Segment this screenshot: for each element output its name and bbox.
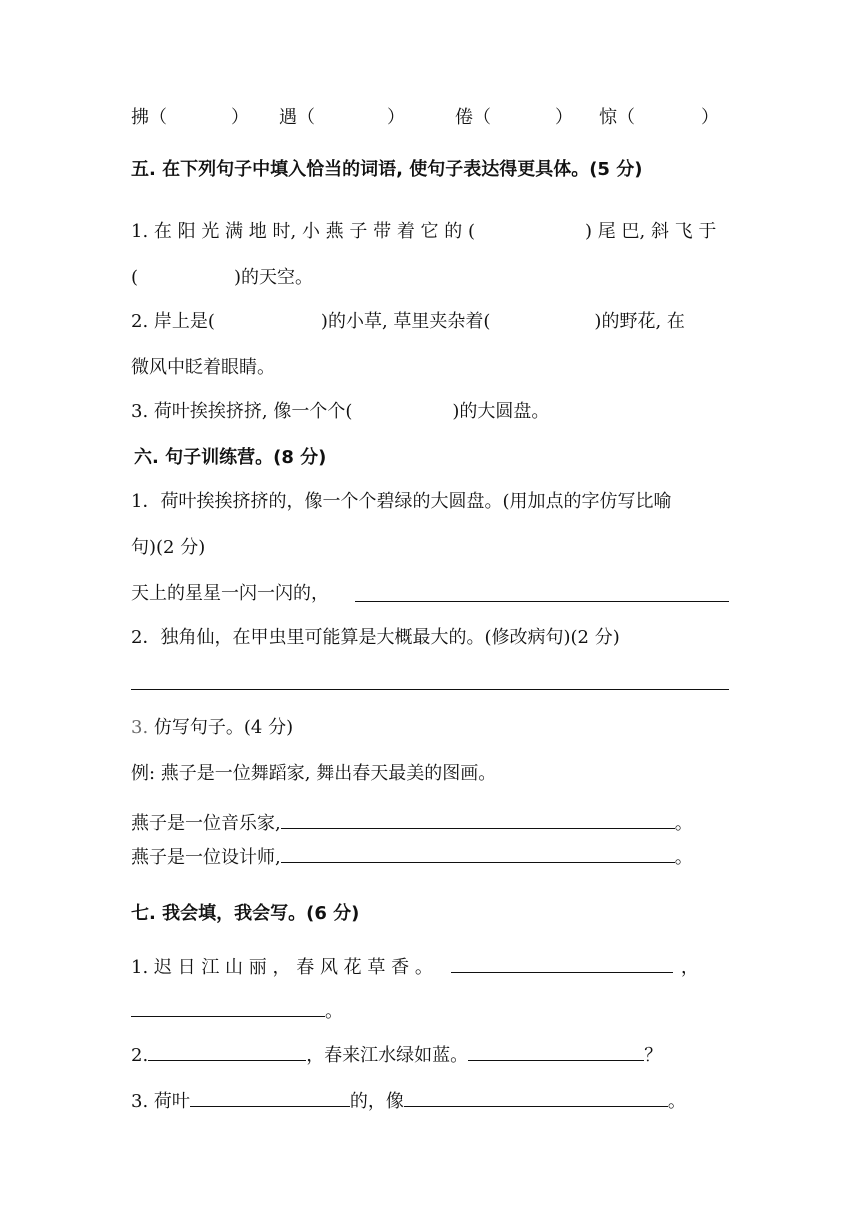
answer-blank-q3-2[interactable] bbox=[404, 1086, 668, 1107]
answer-blank-q2-2[interactable] bbox=[468, 1040, 644, 1061]
sec7-q1-line2: 。 bbox=[131, 996, 729, 1024]
character-row: 拂（ ） 遇（ ） 倦（ ） 惊（ ） bbox=[131, 107, 719, 128]
answer-blank-poem-2[interactable] bbox=[131, 996, 325, 1017]
answer-blank-q3-1[interactable] bbox=[190, 1086, 350, 1107]
section-5-title: 五. 在下列句子中填入恰当的词语, 使句子表达得更具体。(5 分) bbox=[131, 159, 643, 180]
char-juan: 倦（ bbox=[455, 107, 491, 128]
sec7-q1-line1: 1. 迟 日 江 山 丽 ， 春 风 花 草 香 。 ， bbox=[131, 952, 729, 980]
section-6-title: 六. 句子训练营。(8 分) bbox=[134, 447, 327, 468]
sec7-q3: 3. 荷叶 的，像 。 bbox=[131, 1086, 729, 1114]
answer-line-2[interactable] bbox=[131, 689, 729, 690]
answer-line-1[interactable] bbox=[355, 601, 729, 602]
sec6-example: 例: 燕子是一位舞蹈家, 舞出春天最美的图画。 bbox=[131, 763, 497, 784]
answer-blank-music[interactable] bbox=[281, 808, 675, 829]
sec6-q3: 3. 仿写句子。(4 分) bbox=[131, 717, 294, 738]
sec5-q3: 3. 荷叶挨挨挤挤, 像一个个( )的大圆盘。 bbox=[131, 401, 550, 422]
section-7-title: 七. 我会填，我会写。(6 分) bbox=[131, 903, 360, 924]
sec7-q2: 2. ，春来江水绿如蓝。 ？ bbox=[131, 1040, 729, 1068]
answer-blank-design[interactable] bbox=[281, 842, 675, 863]
sec5-q2-line2: 微风中眨着眼睛。 bbox=[131, 357, 275, 378]
sec5-q1-line2: ( )的天空。 bbox=[131, 267, 314, 288]
sec6-line-music: 燕子是一位音乐家, 。 bbox=[131, 808, 729, 836]
char-jing: 惊（ bbox=[599, 107, 635, 128]
answer-blank-q2-1[interactable] bbox=[148, 1040, 306, 1061]
sec6-q1-line2: 句)(2 分) bbox=[131, 537, 206, 558]
sec6-q1-line1: 1．荷叶挨挨挤挤的，像一个个碧绿的大圆盘。(用加点的字仿写比喻 bbox=[131, 491, 672, 512]
char-fu: 拂（ bbox=[131, 107, 167, 128]
sec6-q2: 2．独角仙，在甲虫里可能算是大概最大的。(修改病句)(2 分) bbox=[131, 627, 620, 648]
answer-blank-poem-1[interactable] bbox=[451, 952, 673, 973]
sec6-line-design: 燕子是一位设计师, 。 bbox=[131, 842, 729, 870]
sec5-q1-line1: 1. 在 阳 光 满 地 时, 小 燕 子 带 着 它 的 ( ) 尾 巴, 斜 飞 于 bbox=[131, 221, 717, 242]
sec6-q1-answer: 天上的星星一闪一闪的， bbox=[131, 583, 329, 604]
char-yu: 遇（ bbox=[279, 107, 315, 128]
sec5-q2-line1: 2. 岸上是( )的小草, 草里夹杂着( )的野花, 在 bbox=[131, 311, 685, 332]
